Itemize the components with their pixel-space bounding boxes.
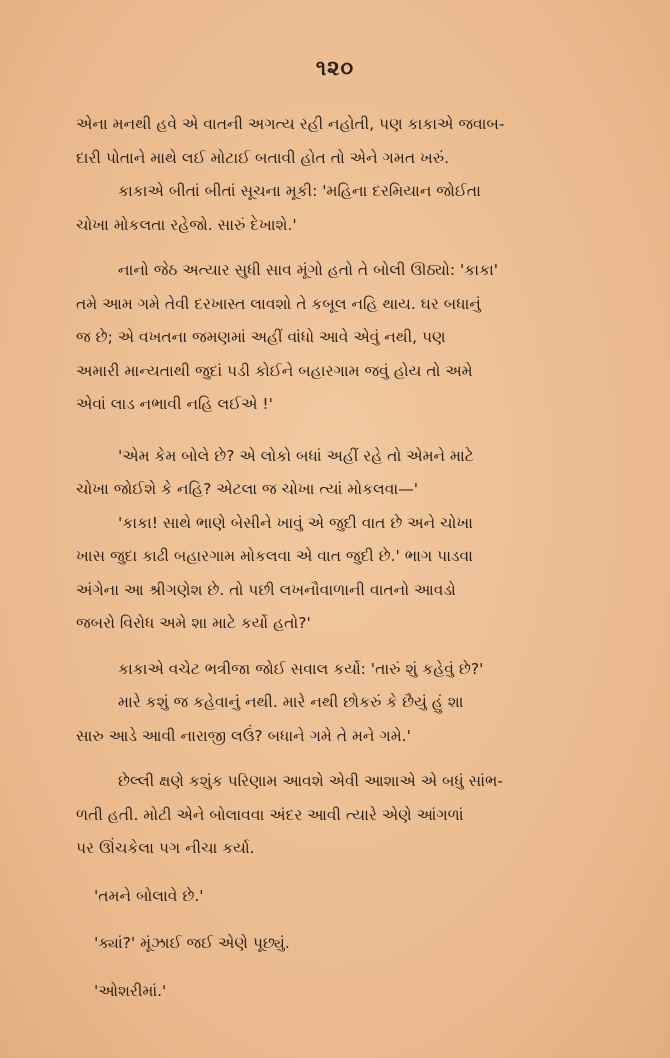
paragraph-9: 'તમને બોલાવે છે.' xyxy=(94,886,204,905)
paragraph-4: 'એમ કેમ બોલે છે? એ લોકો બધાં અહીં રહે તો એમને માટે ચોખા જોઈશે કે નહિ? એટલા જ ચોખા ત્યાં મોકલવા—' xyxy=(76,446,474,498)
paragraph-11: 'ઓશરીમાં.' xyxy=(94,981,167,1000)
body-text xyxy=(76,108,626,1008)
paragraph-8: છેલ્લી ક્ષણે કશુંક પરિણામ આવશે એવી આશાએ એ બધું સાંભ- ળતી હતી. મોટી એને બોલાવવા અંદર આવી ત્યારે એણે આંગળાં પર ઊંચકેલા પગ નીચા કર્યા. xyxy=(76,772,504,857)
paragraph-10: 'ક્યાં?' મૂંઝાઈ જઈ એણે પૂછ્યું. xyxy=(94,934,290,952)
paragraph-5: 'કાકા! સાથે ભાણે બેસીને ખાવું એ જુદી વાત છે અને ચોખા ખાસ જુદા કાઢી બહારગામ મોકલવા એ વાત જુદી છે.' ભાગ પાડવા અંગેના આ શ્રીગણેશ છે. તો પછી લખનૌવાળાની વાતનો આવડો જબરો વિરોધ અમે શા માટે કર્યો હતો?' xyxy=(76,513,473,632)
paragraph-2: કાકાએ બીતાં બીતાં સૂચના મૂકી: 'મહિના દરમિયાન જોઈતા ચોખા મોકલતા રહેજો. સારું દેખાશે.' xyxy=(76,182,481,234)
paragraph-7: મારે કશું જ કહેવાનું નથી. મારે નથી છોકરું કે છૈયું હું શા સારુ આડે આવી નારાજી લઉં? બધાને ગમે તે મને ગમે.' xyxy=(76,693,464,745)
paragraph-1: એના મનથી હવે એ વાતની અગત્ય રહી નહોતી, પણ કાકાએ જવાબ- દારી પોતાને માથે લઈ મોટાઈ બતાવી હોત તો એને ગમત ખરું. xyxy=(76,115,505,167)
page-number: ૧૨૦ xyxy=(315,56,355,80)
paragraph-3: નાનો જેઠ અત્યાર સુધી સાવ મૂંગો હતો તે બોલી ઊઠ્યો: 'કાકા' તમે આમ ગમે તેવી દરખાસ્ત લાવશો તે કબૂલ નહિ થાય. ઘર બધાનું જ છે; એ વખતના જમણમાં અહીં વાંધો આવે એવું નથી, પણ અમારી માન્યતાથી જુદાં પડી કોઈને બહારગામ જવું હોય તો અમે એવાં લાડ નભાવી નહિ લઈએ !' xyxy=(76,261,499,413)
paragraph-6: કાકાએ વચેટ ભત્રીજા જોઈ સવાલ કર્યો: 'તારું શું કહેવું છે?' xyxy=(118,659,484,678)
